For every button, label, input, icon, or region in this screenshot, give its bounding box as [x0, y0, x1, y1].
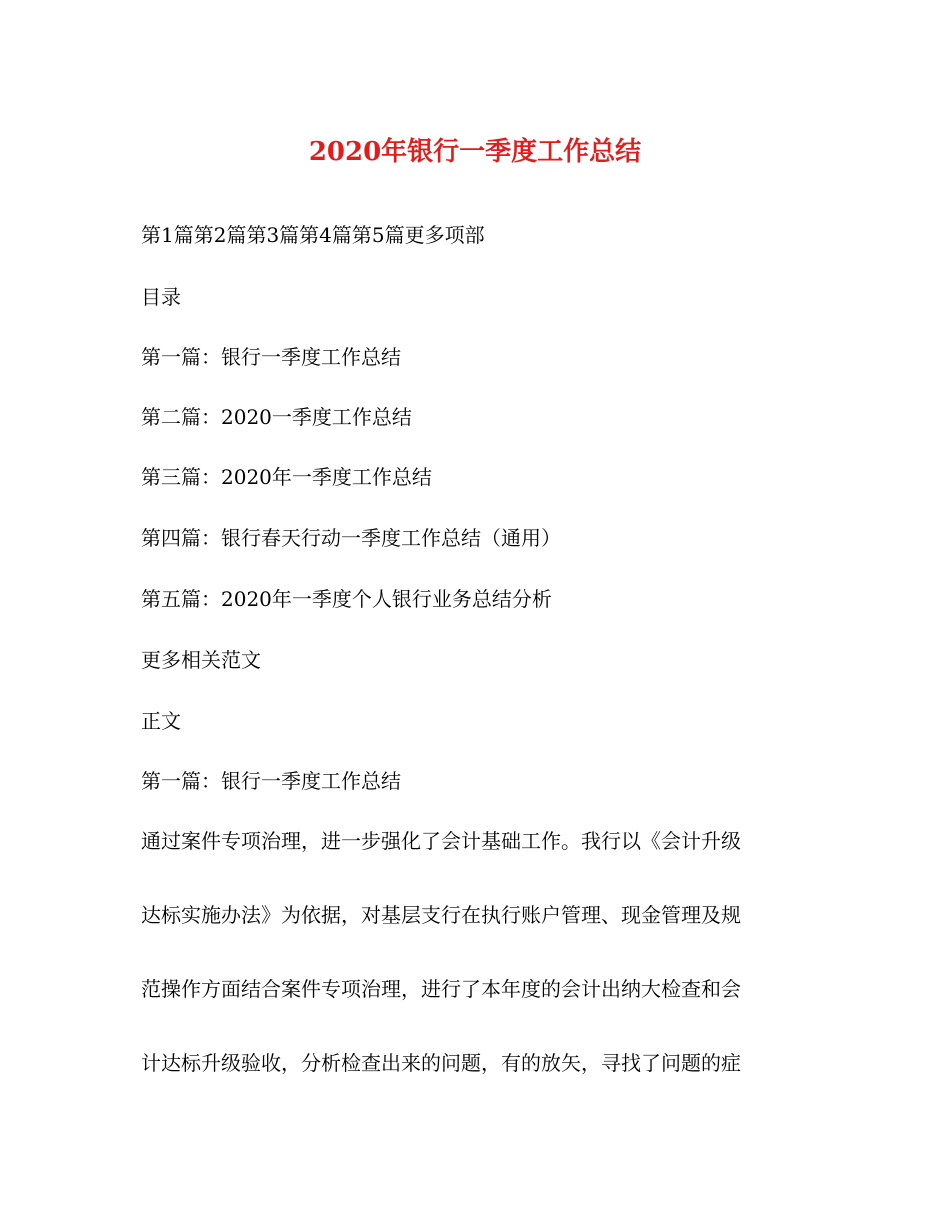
- section-title: 第一篇：银行一季度工作总结: [141, 769, 401, 793]
- toc-item-2[interactable]: 第二篇：2020一季度工作总结: [141, 405, 412, 429]
- toc-item-5[interactable]: 第五篇：2020年一季度个人银行业务总结分析: [141, 587, 552, 611]
- paragraph-line-2: 达标实施办法》为依据，对基层支行在执行账户管理、现金管理及规: [141, 903, 741, 927]
- body-heading: 正文: [141, 709, 181, 733]
- toc-heading: 目录: [141, 285, 181, 309]
- more-related-link[interactable]: 更多相关范文: [141, 648, 261, 672]
- toc-item-3[interactable]: 第三篇：2020年一季度工作总结: [141, 465, 432, 489]
- document-title: 2020年银行一季度工作总结: [308, 137, 642, 167]
- paragraph-line-4: 计达标升级验收，分析检查出来的问题，有的放矢，寻找了问题的症: [141, 1051, 741, 1075]
- paragraph-line-3: 范操作方面结合案件专项治理，进行了本年度的会计出纳大检查和会: [141, 977, 741, 1001]
- toc-item-4[interactable]: 第四篇：银行春天行动一季度工作总结（通用）: [141, 526, 561, 550]
- toc-item-1[interactable]: 第一篇：银行一季度工作总结: [141, 345, 401, 369]
- section-nav-links[interactable]: 第1篇第2篇第3篇第4篇第5篇更多项部: [141, 223, 485, 247]
- paragraph-line-1: 通过案件专项治理，进一步强化了会计基础工作。我行以《会计升级: [141, 829, 741, 853]
